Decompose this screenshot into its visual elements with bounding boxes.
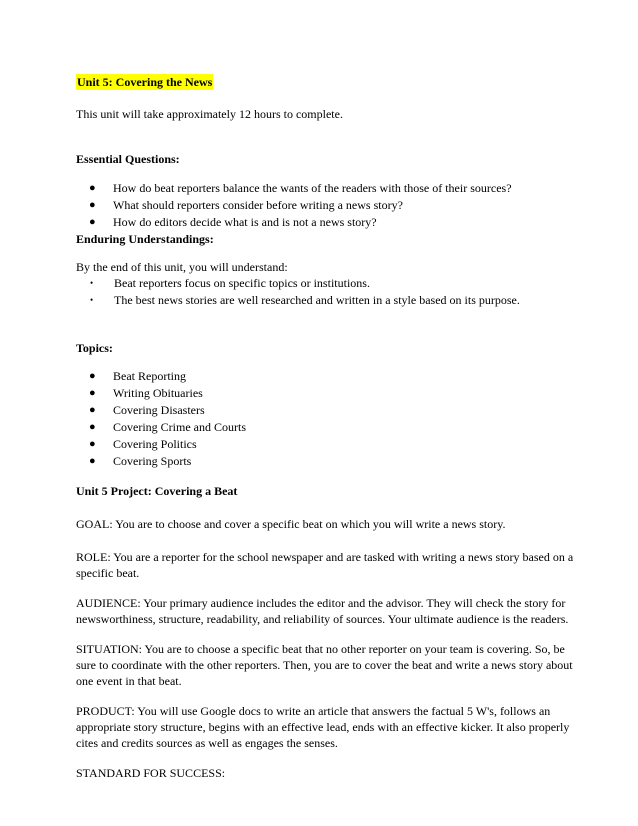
project-situation: SITUATION: You are to choose a specific beat that no other reporter on your team is covering. So, be sure to coordinate with the other reporters. Then, you are to cover the beat and write a news story about one event in that beat.: [76, 642, 573, 688]
bullet-icon: ●: [89, 421, 96, 433]
list-item: ● Writing Obituaries: [89, 386, 203, 400]
enduring-intro: By the end of this unit, you will understand:: [76, 260, 288, 274]
list-item: ● Beat Reporting: [89, 369, 186, 383]
bullet-icon: •: [90, 295, 94, 305]
bullet-icon: ●: [89, 404, 96, 416]
topics-heading: Topics:: [76, 341, 113, 355]
bullet-icon: ●: [89, 387, 96, 399]
bullet-icon: ●: [89, 438, 96, 450]
standard-for-success: STANDARD FOR SUCCESS:: [76, 766, 226, 780]
bullet-icon: •: [90, 278, 94, 288]
list-item: ● What should reporters consider before writing a news story?: [89, 198, 403, 212]
bullet-icon: ●: [89, 199, 96, 211]
unit-title: Unit 5: Covering the News: [77, 75, 213, 89]
essential-questions-heading: Essential Questions:: [76, 152, 180, 166]
unit-title-row: [76, 74, 576, 90]
list-item: ● How do beat reporters balance the wants of the readers with those of their sources?: [89, 181, 512, 195]
bullet-icon: ●: [89, 182, 96, 194]
enduring-understandings-heading: Enduring Understandings:: [76, 232, 214, 246]
list-item: ● Covering Crime and Courts: [89, 420, 246, 434]
document-page: [76, 74, 576, 781]
project-product: PRODUCT: You will use Google docs to write an article that answers the factual 5 W's, follows an appropriate story structure, begins with an effective lead, ends with an effective kicker. It also properly cites and credits sources as well as engages the senses.: [76, 704, 570, 750]
list-item: ● Covering Sports: [89, 454, 192, 468]
list-item: ● Covering Disasters: [89, 403, 205, 417]
bullet-icon: ●: [89, 216, 96, 228]
essential-questions-list: [76, 180, 576, 231]
list-item: ● How do editors decide what is and is not a news story?: [89, 215, 377, 229]
project-audience: AUDIENCE: Your primary audience includes the editor and the advisor. They will check the story for newsworthiness, structure, readability, and reliability of sources. Your ultimate audience is the readers.: [76, 596, 569, 626]
project-goal: GOAL: You are to choose and cover a specific beat on which you will write a news story.: [76, 517, 506, 531]
enduring-list: [76, 275, 576, 309]
list-item: ● Covering Politics: [89, 437, 197, 451]
list-item: • The best news stories are well researched and written in a style based on its purpose.: [90, 293, 520, 307]
project-heading: Unit 5 Project: Covering a Beat: [76, 484, 238, 498]
list-item: • Beat reporters focus on specific topics or institutions.: [90, 276, 370, 290]
project-role: ROLE: You are a reporter for the school newspaper and are tasked with writing a news story based on a specific beat.: [76, 550, 574, 580]
duration-text: This unit will take approximately 12 hours to complete.: [76, 107, 343, 121]
bullet-icon: ●: [89, 370, 96, 382]
topics-list: [76, 368, 576, 470]
bullet-icon: ●: [89, 455, 96, 467]
